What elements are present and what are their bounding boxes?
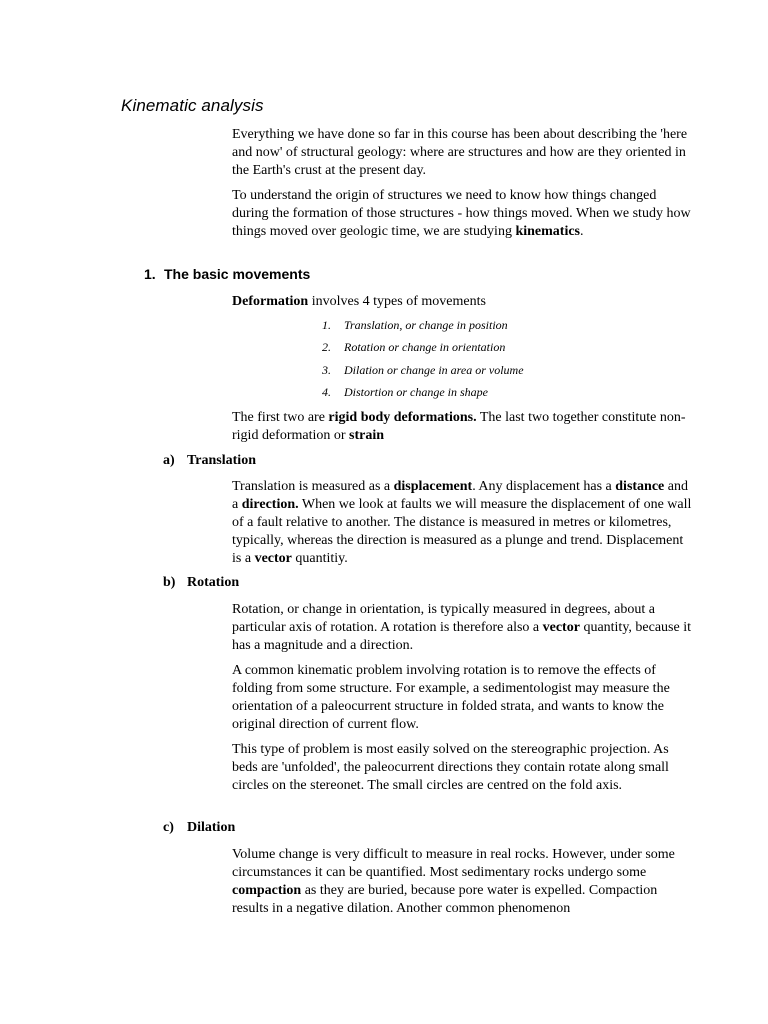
- rotation-paragraph-3: This type of problem is most easily solved on the stereographic projection. As beds are 'unfolded', the paleocurrent directions they contain rotate along small circles on the stereonet. The small circles are centred on the fold axis.: [232, 742, 669, 793]
- section-heading-text: The basic movements: [164, 266, 311, 282]
- section-number: 1.: [144, 266, 156, 282]
- displacement-term: displacement: [393, 479, 473, 494]
- vector-term: vector: [254, 551, 292, 566]
- list-number: 4.: [322, 385, 331, 399]
- list-text: Distortion or change in shape: [344, 385, 488, 399]
- list-text: Dilation or change in area or volume: [344, 363, 524, 377]
- deformation-term: Deformation: [232, 294, 309, 309]
- translation-paragraph: [232, 478, 692, 568]
- intro-paragraph-1: Everything we have done so far in this course has been about describing the 'here and now' of structural geology: where are structures and how are they oriented in the Earth's crust at the present day.: [232, 127, 688, 178]
- text: and a: [232, 479, 688, 512]
- rotation-paragraph-1: [232, 601, 692, 655]
- subsection-label: c): [163, 820, 174, 835]
- strain-term: strain: [349, 428, 385, 443]
- intro-text-end: .: [580, 224, 584, 239]
- text: Volume change is very difficult to measure in real rocks. However, under some circumstances it can be quantified. Most sedimentary rocks undergo some: [232, 847, 675, 880]
- subsection-heading-text: Rotation: [187, 575, 240, 590]
- vector-term: vector: [542, 620, 580, 635]
- intro-text: To understand the origin of structures we need to know how things changed during the formation of those structures - how things moved. When we study how things moved over geologic time, we are studying: [232, 188, 691, 239]
- direction-term: direction.: [241, 497, 299, 512]
- compaction-term: compaction: [232, 883, 302, 898]
- subsection-heading-translation: [163, 453, 256, 469]
- deformation-lead: [232, 293, 692, 311]
- list-number: 3.: [322, 363, 331, 377]
- movement-list-item: [322, 340, 505, 354]
- list-text: Translation, or change in position: [344, 318, 508, 332]
- subsection-heading-dilation: [163, 820, 235, 836]
- list-text: Rotation or change in orientation: [344, 340, 506, 354]
- section-heading-basic-movements: [144, 266, 310, 282]
- distance-term: distance: [615, 479, 665, 494]
- movement-list-item: [322, 318, 508, 332]
- movement-list-item: [322, 385, 488, 399]
- subsection-heading-text: Translation: [187, 453, 256, 468]
- page-title: Kinematic analysis: [121, 96, 264, 115]
- rigid-body-term: rigid body deformations.: [328, 410, 477, 425]
- text: Rotation, or change in orientation, is typically measured in degrees, about a particular axis of rotation. A rotation is therefore also a: [232, 602, 655, 635]
- text: . Any displacement has a: [472, 479, 616, 494]
- list-number: 2.: [322, 340, 331, 354]
- list-number: 1.: [322, 318, 331, 332]
- subsection-heading-text: Dilation: [187, 820, 236, 835]
- text: The last two together constitute non-rigid deformation or: [232, 410, 686, 443]
- deformation-lead-text: involves 4 types of movements: [308, 294, 486, 309]
- rotation-paragraph-2: A common kinematic problem involving rotation is to remove the effects of folding from some structure. For example, a sedimentologist may measure the orientation of a paleocurrent structure in folded strata, and wants to know the original direction of current flow.: [232, 663, 670, 732]
- kinematics-term: kinematics: [515, 224, 581, 239]
- text: Translation is measured as a: [232, 479, 394, 494]
- intro-paragraph-2: [232, 187, 692, 241]
- subsection-label: b): [163, 575, 176, 590]
- dilation-paragraph: [232, 846, 692, 918]
- text: The first two are: [232, 410, 329, 425]
- rigid-body-paragraph: [232, 409, 692, 445]
- subsection-heading-rotation: [163, 575, 239, 591]
- subsection-label: a): [163, 453, 175, 468]
- movement-list-item: [322, 363, 524, 377]
- text: When we look at faults we will measure the displacement of one wall of a fault relative to another. The distance is measured in metres or kilometres, typically, whereas the direction is measured as a plunge and trend. Displacement is a: [232, 497, 692, 566]
- text: quantitiy.: [291, 551, 348, 566]
- text: as they are buried, because pore water is expelled. Compaction results in a negative dilation. Another common phenomenon: [232, 883, 658, 916]
- text: quantity, because it has a magnitude and a direction.: [232, 620, 691, 653]
